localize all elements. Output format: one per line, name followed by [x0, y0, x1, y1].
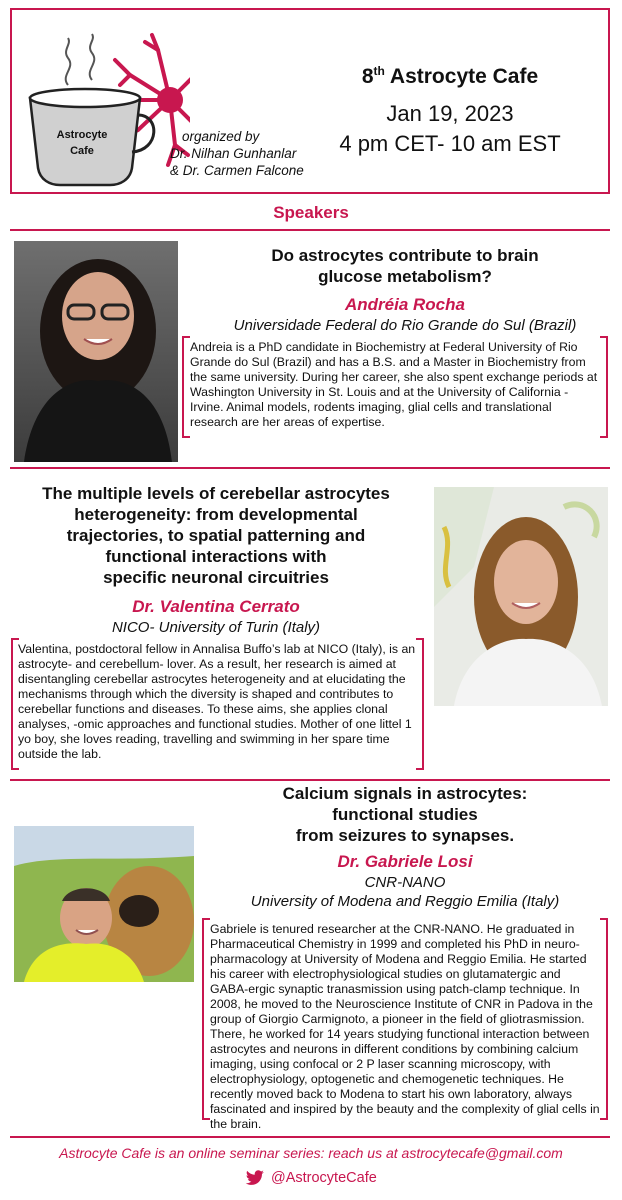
talk-2-title-line: specific neuronal circuitries [103, 568, 329, 587]
twitter-bird-icon [245, 1170, 265, 1186]
divider-top [10, 229, 610, 231]
talk-2-title-line: The multiple levels of cerebellar astrocytes [42, 484, 390, 503]
talk-1-title-line: Do astrocytes contribute to brain [271, 246, 539, 265]
speaker-2-affiliation: NICO- University of Turin (Italy) [111, 619, 321, 636]
speaker-3-bio: Gabriele is tenured researcher at the CNR-NANO. He graduated in Pharmaceutical Chemistry in 1999 and completed his PhD in neuro-pharmacology at University of Modena and Reggio Emilia. He started his career with electrophysiological studies on glutamatergic and GABA-ergic synaptic tranasmission using patch-clamp technique. In 2008, he moved to the Neuroscience Institute of CNR in Padova in the group of Giorgio Carmignoto, a pioneer in the field of gliotrasmission. There, he worked for 14 years studying functional interaction between astrocytes and neurons in different conditions by combining calcium imaging, using confocal or 2 P laser scanning microscopy, with electrophysiology, optogenetic and chemogenetic techniques. He recently moved back to Modena to start his own laboratory, always fascinated and inspired by the beauty and the complexity of glial cells in the brain. [210, 922, 600, 1131]
speaker-3-affiliation-1: CNR-NANO [364, 874, 446, 891]
speaker-3-affiliation-2: University of Modena and Reggio Emilia (Italy) [250, 893, 560, 910]
event-number: 8 [361, 65, 374, 88]
twitter-handle-link[interactable] [245, 1170, 377, 1186]
twitter-handle: @AstrocyteCafe [271, 1170, 377, 1186]
event-name: Astrocyte Cafe [389, 65, 539, 88]
talk-3-title-line: functional studies [332, 805, 478, 824]
bio-3-bracket-left [202, 918, 210, 1120]
bio-3-bracket-right [600, 918, 608, 1120]
talk-1-title-line: glucose metabolism? [318, 267, 492, 286]
divider-2 [10, 779, 610, 781]
talk-2-title [10, 483, 422, 588]
bio-1-bracket-left [182, 336, 190, 438]
bio-2-bracket-right [416, 638, 424, 770]
logo-text-line2: Cafe [70, 145, 94, 157]
talk-1-title [190, 245, 620, 287]
speaker-2-name: Dr. Valentina Cerrato [132, 597, 300, 616]
talk-3-title-line: from seizures to synapses. [295, 826, 515, 845]
divider-footer [10, 1136, 610, 1138]
bio-1-bracket-right [600, 336, 608, 438]
speaker-3-name: Dr. Gabriele Losi [337, 852, 473, 871]
logo-text-line1: Astrocyte [56, 129, 108, 141]
speaker-photo-andreia [14, 241, 178, 462]
speaker-1-bio: Andreia is a PhD candidate in Biochemistry at Federal University of Rio Grande do Sul (Brazil) and has a B.S. and a Master in Biochemistry from the same university. During her career, she also spent exchange periods at Washington University in St. Louis and at the University of California - Irvine. Animal models, rodents imaging, glial cells and translational research are her areas of expertise. [190, 340, 598, 429]
speaker-photo-valentina [434, 487, 608, 706]
organizer-1: Dr. Nilhan Gunhanlar [170, 146, 297, 161]
speakers-heading: Speakers [273, 203, 349, 222]
organizer-2: & Dr. Carmen Falcone [170, 163, 304, 178]
divider-1 [10, 467, 610, 469]
event-info [300, 64, 600, 157]
event-title [300, 64, 600, 89]
event-suffix: th [373, 64, 385, 78]
event-date: Jan 19, 2023 [386, 101, 514, 126]
talk-2-title-line: heterogeneity: from developmental [74, 505, 358, 524]
speaker-2-bio: Valentina, postdoctoral fellow in Annalisa Buffo’s lab at NICO (Italy), is an astrocyte- and cerebellum- lover. As a result, her research is aimed at disentangling cerebellar astrocytes heterogeneity and at elucidating the mechanisms through which the diversity is shaped and contributes to cerebellar functions and diseases. To these aims, she applies clonal analyses, -omic approaches and functional studies. Mother of one littel 1 yo boy, she loves reading, travelling and swimming in her spare time outside the lab. [18, 642, 416, 761]
talk-3-title-line: Calcium signals in astrocytes: [282, 784, 528, 803]
event-time: 4 pm CET- 10 am EST [339, 131, 561, 156]
talk-2-title-line: trajectories, to spatial patterning and [66, 526, 366, 545]
astrocyte-cafe-logo [20, 30, 190, 190]
footer-text: Astrocyte Cafe is an online seminar series: reach us at astrocytecafe@gmail.com [59, 1145, 563, 1161]
speaker-photo-gabriele [14, 826, 194, 982]
talk-3-title [190, 783, 620, 846]
talk-2-title-line: functional interactions with [105, 547, 327, 566]
organizers [170, 128, 304, 179]
organized-by-label: organized by [182, 129, 260, 144]
speaker-1-affiliation: Universidade Federal do Rio Grande do Sul (Brazil) [233, 317, 577, 334]
speaker-1-name: Andréia Rocha [345, 295, 465, 314]
